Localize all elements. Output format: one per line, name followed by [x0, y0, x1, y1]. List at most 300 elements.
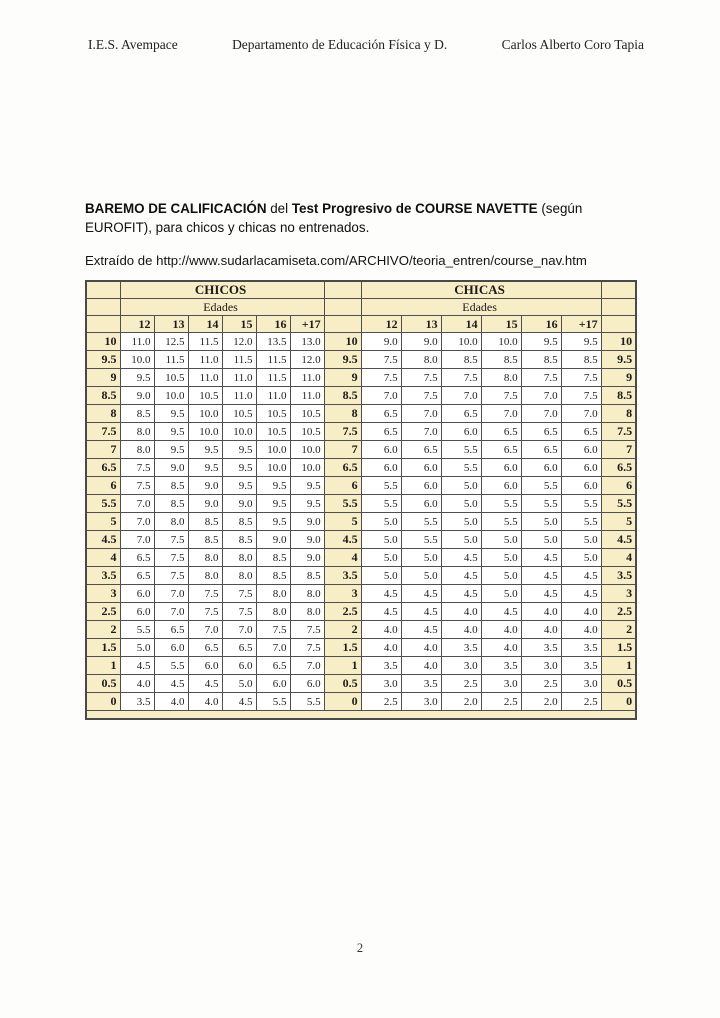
- chicas-value-cell: 8.0: [481, 369, 521, 387]
- chicos-value-cell: 9.5: [188, 441, 222, 459]
- chicas-value-cell: 4.0: [401, 657, 441, 675]
- section-title-chicos: CHICOS: [120, 281, 324, 299]
- ages-subtitle-chicas: Edades: [361, 299, 601, 316]
- chicos-value-cell: 7.5: [188, 603, 222, 621]
- chicas-value-cell: 6.0: [561, 441, 601, 459]
- grade-cell-left: 1.5: [86, 639, 120, 657]
- corner-cell: [86, 281, 120, 299]
- grade-cell-right: 6.5: [601, 459, 636, 477]
- chicas-value-cell: 6.5: [521, 441, 561, 459]
- header-author: Carlos Alberto Coro Tapia: [501, 37, 644, 52]
- chicas-value-cell: 5.0: [441, 531, 481, 549]
- grade-cell-right: 5: [601, 513, 636, 531]
- chicas-value-cell: 9.0: [361, 333, 401, 351]
- grade-cell-middle: 3.5: [324, 567, 361, 585]
- chicos-value-cell: 10.0: [222, 423, 256, 441]
- chicos-value-cell: 3.5: [120, 693, 154, 711]
- grade-cell-left: 9: [86, 369, 120, 387]
- chicos-value-cell: 8.0: [256, 585, 290, 603]
- chicos-value-cell: 6.5: [256, 657, 290, 675]
- chicos-value-cell: 9.5: [256, 513, 290, 531]
- chicos-value-cell: 10.5: [290, 423, 324, 441]
- age-column-header: 13: [154, 316, 188, 333]
- chicos-value-cell: 9.0: [154, 459, 188, 477]
- grade-cell-left: 8: [86, 405, 120, 423]
- chicos-value-cell: 8.0: [120, 423, 154, 441]
- grade-cell-right: 0.5: [601, 675, 636, 693]
- chicas-value-cell: 7.5: [481, 387, 521, 405]
- chicas-value-cell: 4.5: [521, 549, 561, 567]
- chicos-value-cell: 8.5: [188, 513, 222, 531]
- table-row: [86, 441, 636, 459]
- chicos-value-cell: 4.0: [120, 675, 154, 693]
- table-row: [86, 603, 636, 621]
- chicos-value-cell: 7.0: [120, 513, 154, 531]
- mid-spacer-cell: [324, 281, 361, 299]
- section-title-chicas: CHICAS: [361, 281, 601, 299]
- grade-cell-middle: 0.5: [324, 675, 361, 693]
- mid-spacer-cell: [324, 299, 361, 316]
- grade-cell-right: 9: [601, 369, 636, 387]
- chicos-value-cell: 8.0: [290, 603, 324, 621]
- chicos-value-cell: 12.0: [222, 333, 256, 351]
- chicos-value-cell: 11.0: [290, 369, 324, 387]
- chicas-value-cell: 6.5: [521, 423, 561, 441]
- grade-cell-left: 6.5: [86, 459, 120, 477]
- chicos-value-cell: 7.0: [154, 603, 188, 621]
- chicos-value-cell: 11.0: [120, 333, 154, 351]
- chicas-value-cell: 4.0: [521, 621, 561, 639]
- chicas-value-cell: 3.5: [401, 675, 441, 693]
- chicas-value-cell: 8.0: [401, 351, 441, 369]
- grade-cell-right: 5.5: [601, 495, 636, 513]
- table-row: [86, 423, 636, 441]
- chicas-value-cell: 6.5: [361, 423, 401, 441]
- age-column-header: 16: [256, 316, 290, 333]
- chicas-value-cell: 4.5: [441, 585, 481, 603]
- chicas-value-cell: 5.5: [401, 531, 441, 549]
- grade-cell-right: 3: [601, 585, 636, 603]
- chicas-value-cell: 5.5: [561, 495, 601, 513]
- chicas-value-cell: 3.5: [441, 639, 481, 657]
- chicas-value-cell: 7.5: [561, 387, 601, 405]
- chicas-value-cell: 2.5: [441, 675, 481, 693]
- chicas-value-cell: 5.5: [441, 459, 481, 477]
- chicas-value-cell: 3.0: [401, 693, 441, 711]
- chicas-value-cell: 6.0: [561, 477, 601, 495]
- chicos-value-cell: 10.0: [256, 441, 290, 459]
- chicos-value-cell: 10.5: [222, 405, 256, 423]
- corner-cell: [86, 316, 120, 333]
- chicos-value-cell: 9.5: [256, 495, 290, 513]
- title-normal-1: del: [266, 201, 292, 216]
- chicos-value-cell: 6.5: [222, 639, 256, 657]
- chicas-value-cell: 7.0: [521, 387, 561, 405]
- corner-cell: [601, 281, 636, 299]
- grade-cell-middle: 5.5: [324, 495, 361, 513]
- chicas-value-cell: 6.0: [441, 423, 481, 441]
- grade-cell-middle: 1.5: [324, 639, 361, 657]
- grade-cell-right: 7.5: [601, 423, 636, 441]
- age-column-header: +17: [290, 316, 324, 333]
- grade-cell-middle: 0: [324, 693, 361, 711]
- chicas-value-cell: 5.0: [361, 567, 401, 585]
- chicos-value-cell: 5.5: [290, 693, 324, 711]
- chicos-value-cell: 11.5: [256, 369, 290, 387]
- chicas-value-cell: 6.5: [561, 423, 601, 441]
- table-row: [86, 495, 636, 513]
- age-column-header: +17: [561, 316, 601, 333]
- chicas-value-cell: 4.0: [561, 603, 601, 621]
- chicas-value-cell: 4.5: [401, 585, 441, 603]
- chicas-value-cell: 7.0: [561, 405, 601, 423]
- chicas-value-cell: 9.5: [521, 333, 561, 351]
- chicas-value-cell: 7.0: [441, 387, 481, 405]
- chicas-value-cell: 4.5: [561, 567, 601, 585]
- chicos-value-cell: 9.5: [222, 441, 256, 459]
- grade-cell-middle: 6.5: [324, 459, 361, 477]
- page-number: 2: [356, 941, 364, 955]
- chicos-value-cell: 10.5: [188, 387, 222, 405]
- chicas-value-cell: 9.5: [561, 333, 601, 351]
- filler-cell: [86, 711, 636, 720]
- chicos-value-cell: 8.5: [290, 567, 324, 585]
- grade-cell-left: 9.5: [86, 351, 120, 369]
- chicos-value-cell: 10.5: [256, 423, 290, 441]
- title-bold-baremo: BAREMO DE CALIFICACIÓN: [85, 201, 267, 216]
- chicos-value-cell: 11.0: [290, 387, 324, 405]
- chicas-value-cell: 7.5: [521, 369, 561, 387]
- age-columns-row: [86, 316, 636, 333]
- chicas-value-cell: 4.0: [361, 639, 401, 657]
- chicas-value-cell: 3.5: [481, 657, 521, 675]
- chicos-value-cell: 8.0: [120, 441, 154, 459]
- chicos-value-cell: 7.5: [256, 621, 290, 639]
- table-row: [86, 621, 636, 639]
- chicos-value-cell: 10.0: [290, 459, 324, 477]
- grade-cell-left: 8.5: [86, 387, 120, 405]
- chicas-value-cell: 5.0: [361, 549, 401, 567]
- chicos-value-cell: 7.5: [222, 603, 256, 621]
- chicos-value-cell: 7.0: [154, 585, 188, 603]
- chicas-value-cell: 8.5: [441, 351, 481, 369]
- grade-cell-middle: 6: [324, 477, 361, 495]
- filler-row: [86, 711, 636, 720]
- chicas-value-cell: 7.0: [401, 423, 441, 441]
- section-title-row: [86, 281, 636, 299]
- grade-cell-left: 1: [86, 657, 120, 675]
- chicas-value-cell: 4.0: [521, 603, 561, 621]
- chicas-value-cell: 5.0: [401, 549, 441, 567]
- chicas-value-cell: 5.0: [481, 531, 521, 549]
- chicos-value-cell: 11.0: [222, 369, 256, 387]
- age-column-header: 13: [401, 316, 441, 333]
- table-row: [86, 333, 636, 351]
- chicos-value-cell: 8.5: [256, 549, 290, 567]
- chicos-value-cell: 9.5: [290, 477, 324, 495]
- chicos-value-cell: 7.5: [154, 549, 188, 567]
- chicas-value-cell: 7.5: [401, 387, 441, 405]
- age-column-header: 14: [188, 316, 222, 333]
- chicos-value-cell: 11.0: [256, 387, 290, 405]
- chicas-value-cell: 5.0: [561, 531, 601, 549]
- chicos-value-cell: 10.5: [256, 405, 290, 423]
- chicas-value-cell: 5.0: [441, 513, 481, 531]
- chicos-value-cell: 9.0: [120, 387, 154, 405]
- grade-cell-middle: 3: [324, 585, 361, 603]
- chicos-value-cell: 9.5: [154, 423, 188, 441]
- table-row: [86, 351, 636, 369]
- document-header: [88, 37, 644, 53]
- chicos-value-cell: 5.0: [120, 639, 154, 657]
- grade-cell-left: 7: [86, 441, 120, 459]
- grade-cell-right: 2: [601, 621, 636, 639]
- title-normal-2: (según EUROFIT), para chicos y chicas no entrenados.: [85, 201, 583, 235]
- chicos-value-cell: 10.0: [120, 351, 154, 369]
- age-column-header: 12: [361, 316, 401, 333]
- chicos-value-cell: 10.0: [256, 459, 290, 477]
- chicos-value-cell: 6.5: [188, 639, 222, 657]
- chicos-value-cell: 6.0: [120, 603, 154, 621]
- grade-cell-right: 6: [601, 477, 636, 495]
- age-column-header: 15: [222, 316, 256, 333]
- chicas-value-cell: 3.5: [521, 639, 561, 657]
- grade-cell-left: 4: [86, 549, 120, 567]
- chicas-value-cell: 6.5: [441, 405, 481, 423]
- chicas-value-cell: 6.0: [361, 459, 401, 477]
- grade-cell-left: 0: [86, 693, 120, 711]
- chicas-value-cell: 7.5: [561, 369, 601, 387]
- header-school: I.E.S. Avempace: [88, 37, 178, 52]
- table-row: [86, 693, 636, 711]
- chicas-value-cell: 5.0: [481, 567, 521, 585]
- chicas-value-cell: 6.0: [401, 477, 441, 495]
- grade-cell-right: 0: [601, 693, 636, 711]
- chicas-value-cell: 3.5: [561, 639, 601, 657]
- chicos-value-cell: 5.0: [222, 675, 256, 693]
- grade-cell-left: 2.5: [86, 603, 120, 621]
- table-row: [86, 657, 636, 675]
- chicas-value-cell: 4.5: [361, 585, 401, 603]
- grade-cell-middle: 4: [324, 549, 361, 567]
- grade-cell-left: 3.5: [86, 567, 120, 585]
- table-row: [86, 567, 636, 585]
- table-row: [86, 549, 636, 567]
- chicos-value-cell: 8.5: [222, 531, 256, 549]
- chicos-value-cell: 8.5: [256, 567, 290, 585]
- chicas-value-cell: 7.0: [361, 387, 401, 405]
- chicas-value-cell: 4.0: [481, 621, 521, 639]
- chicas-value-cell: 5.5: [441, 441, 481, 459]
- corner-cell: [601, 316, 636, 333]
- chicos-value-cell: 10.0: [154, 387, 188, 405]
- grade-cell-middle: 1: [324, 657, 361, 675]
- chicas-value-cell: 4.5: [441, 567, 481, 585]
- chicas-value-cell: 7.5: [401, 369, 441, 387]
- chicas-value-cell: 8.5: [481, 351, 521, 369]
- age-column-header: 14: [441, 316, 481, 333]
- chicos-value-cell: 7.5: [188, 585, 222, 603]
- chicos-value-cell: 7.0: [256, 639, 290, 657]
- chicas-value-cell: 5.0: [441, 477, 481, 495]
- chicos-value-cell: 7.5: [154, 531, 188, 549]
- doc-title: [85, 199, 645, 237]
- chicos-value-cell: 9.5: [290, 495, 324, 513]
- chicas-value-cell: 4.5: [561, 585, 601, 603]
- grade-cell-right: 1: [601, 657, 636, 675]
- baremo-table: [85, 280, 637, 720]
- chicos-value-cell: 8.0: [256, 603, 290, 621]
- chicas-value-cell: 6.0: [401, 495, 441, 513]
- chicas-value-cell: 7.5: [441, 369, 481, 387]
- grade-cell-right: 7: [601, 441, 636, 459]
- chicos-value-cell: 9.5: [256, 477, 290, 495]
- grade-cell-left: 0.5: [86, 675, 120, 693]
- chicos-value-cell: 9.0: [188, 495, 222, 513]
- chicas-value-cell: 3.0: [481, 675, 521, 693]
- chicas-value-cell: 6.0: [561, 459, 601, 477]
- table-row: [86, 477, 636, 495]
- grade-cell-middle: 4.5: [324, 531, 361, 549]
- chicos-value-cell: 8.5: [120, 405, 154, 423]
- chicas-value-cell: 5.5: [481, 513, 521, 531]
- grade-cell-right: 8.5: [601, 387, 636, 405]
- title-bold-test: Test Progresivo de COURSE NAVETTE: [291, 201, 538, 216]
- grade-cell-left: 6: [86, 477, 120, 495]
- chicos-value-cell: 9.0: [256, 531, 290, 549]
- chicas-value-cell: 4.0: [361, 621, 401, 639]
- chicas-value-cell: 7.0: [521, 405, 561, 423]
- mid-spacer-cell: [324, 316, 361, 333]
- chicos-value-cell: 11.5: [256, 351, 290, 369]
- chicos-value-cell: 7.5: [154, 567, 188, 585]
- chicas-value-cell: 6.0: [401, 459, 441, 477]
- chicos-value-cell: 7.0: [120, 531, 154, 549]
- chicas-value-cell: 4.5: [521, 585, 561, 603]
- grade-cell-right: 10: [601, 333, 636, 351]
- chicas-value-cell: 4.0: [441, 603, 481, 621]
- chicos-value-cell: 11.5: [154, 351, 188, 369]
- chicos-value-cell: 12.5: [154, 333, 188, 351]
- chicos-value-cell: 11.0: [222, 387, 256, 405]
- grade-cell-middle: 7: [324, 441, 361, 459]
- chicas-value-cell: 8.5: [561, 351, 601, 369]
- grade-cell-middle: 8: [324, 405, 361, 423]
- chicos-value-cell: 9.5: [188, 459, 222, 477]
- chicas-value-cell: 5.0: [481, 549, 521, 567]
- chicos-value-cell: 7.0: [290, 657, 324, 675]
- table-row: [86, 369, 636, 387]
- chicos-value-cell: 8.0: [222, 567, 256, 585]
- chicos-value-cell: 9.5: [154, 405, 188, 423]
- chicas-value-cell: 2.5: [561, 693, 601, 711]
- source-url-text: Extraído de http://www.sudarlacamiseta.com/ARCHIVO/teoria_entren/course_nav.htm: [85, 253, 587, 268]
- chicas-value-cell: 5.0: [401, 567, 441, 585]
- chicos-value-cell: 9.5: [120, 369, 154, 387]
- chicos-value-cell: 6.0: [154, 639, 188, 657]
- chicos-value-cell: 9.0: [188, 477, 222, 495]
- table-row: [86, 459, 636, 477]
- chicos-value-cell: 10.5: [154, 369, 188, 387]
- chicos-value-cell: 6.0: [290, 675, 324, 693]
- chicas-value-cell: 7.0: [481, 405, 521, 423]
- chicos-value-cell: 8.0: [154, 513, 188, 531]
- grade-cell-right: 3.5: [601, 567, 636, 585]
- chicas-value-cell: 8.5: [521, 351, 561, 369]
- chicas-value-cell: 4.5: [401, 621, 441, 639]
- chicos-value-cell: 4.0: [188, 693, 222, 711]
- chicas-value-cell: 5.0: [361, 531, 401, 549]
- chicas-value-cell: 5.0: [521, 513, 561, 531]
- chicas-value-cell: 5.0: [521, 531, 561, 549]
- chicos-value-cell: 7.5: [120, 459, 154, 477]
- chicas-value-cell: 5.5: [361, 495, 401, 513]
- grade-cell-middle: 2.5: [324, 603, 361, 621]
- chicos-value-cell: 8.0: [290, 585, 324, 603]
- chicas-value-cell: 7.0: [401, 405, 441, 423]
- chicas-value-cell: 6.0: [481, 477, 521, 495]
- chicos-value-cell: 7.5: [290, 639, 324, 657]
- chicos-value-cell: 6.0: [188, 657, 222, 675]
- chicos-value-cell: 10.0: [188, 423, 222, 441]
- chicos-value-cell: 8.0: [188, 549, 222, 567]
- chicos-value-cell: 7.0: [120, 495, 154, 513]
- chicos-value-cell: 12.0: [290, 351, 324, 369]
- chicos-value-cell: 4.5: [222, 693, 256, 711]
- chicas-value-cell: 4.0: [401, 639, 441, 657]
- chicos-value-cell: 9.0: [290, 531, 324, 549]
- chicos-value-cell: 7.5: [290, 621, 324, 639]
- grade-cell-middle: 2: [324, 621, 361, 639]
- header-department: Departamento de Educación Física y D.: [232, 37, 448, 52]
- chicos-value-cell: 13.0: [290, 333, 324, 351]
- grade-cell-left: 7.5: [86, 423, 120, 441]
- chicas-value-cell: 3.5: [561, 657, 601, 675]
- table-row: [86, 405, 636, 423]
- chicos-value-cell: 9.5: [222, 477, 256, 495]
- chicos-value-cell: 7.5: [120, 477, 154, 495]
- chicos-value-cell: 5.5: [120, 621, 154, 639]
- chicos-value-cell: 6.0: [256, 675, 290, 693]
- grade-cell-left: 5.5: [86, 495, 120, 513]
- chicos-value-cell: 8.5: [188, 531, 222, 549]
- chicos-value-cell: 10.5: [290, 405, 324, 423]
- chicos-value-cell: 9.0: [290, 513, 324, 531]
- grade-cell-middle: 7.5: [324, 423, 361, 441]
- chicas-value-cell: 5.0: [361, 513, 401, 531]
- table-row: [86, 513, 636, 531]
- chicos-value-cell: 8.5: [154, 495, 188, 513]
- chicas-value-cell: 5.5: [401, 513, 441, 531]
- grade-cell-right: 4.5: [601, 531, 636, 549]
- chicas-value-cell: 5.5: [561, 513, 601, 531]
- chicos-value-cell: 13.5: [256, 333, 290, 351]
- grade-cell-left: 3: [86, 585, 120, 603]
- chicos-value-cell: 6.5: [154, 621, 188, 639]
- chicas-value-cell: 10.0: [441, 333, 481, 351]
- table-row: [86, 585, 636, 603]
- grade-cell-middle: 5: [324, 513, 361, 531]
- chicas-value-cell: 5.5: [361, 477, 401, 495]
- corner-cell: [601, 299, 636, 316]
- chicas-value-cell: 3.0: [521, 657, 561, 675]
- grade-cell-middle: 10: [324, 333, 361, 351]
- grade-cell-right: 2.5: [601, 603, 636, 621]
- chicos-value-cell: 7.5: [222, 585, 256, 603]
- chicos-value-cell: 9.0: [222, 495, 256, 513]
- grade-cell-left: 2: [86, 621, 120, 639]
- chicos-value-cell: 11.0: [188, 369, 222, 387]
